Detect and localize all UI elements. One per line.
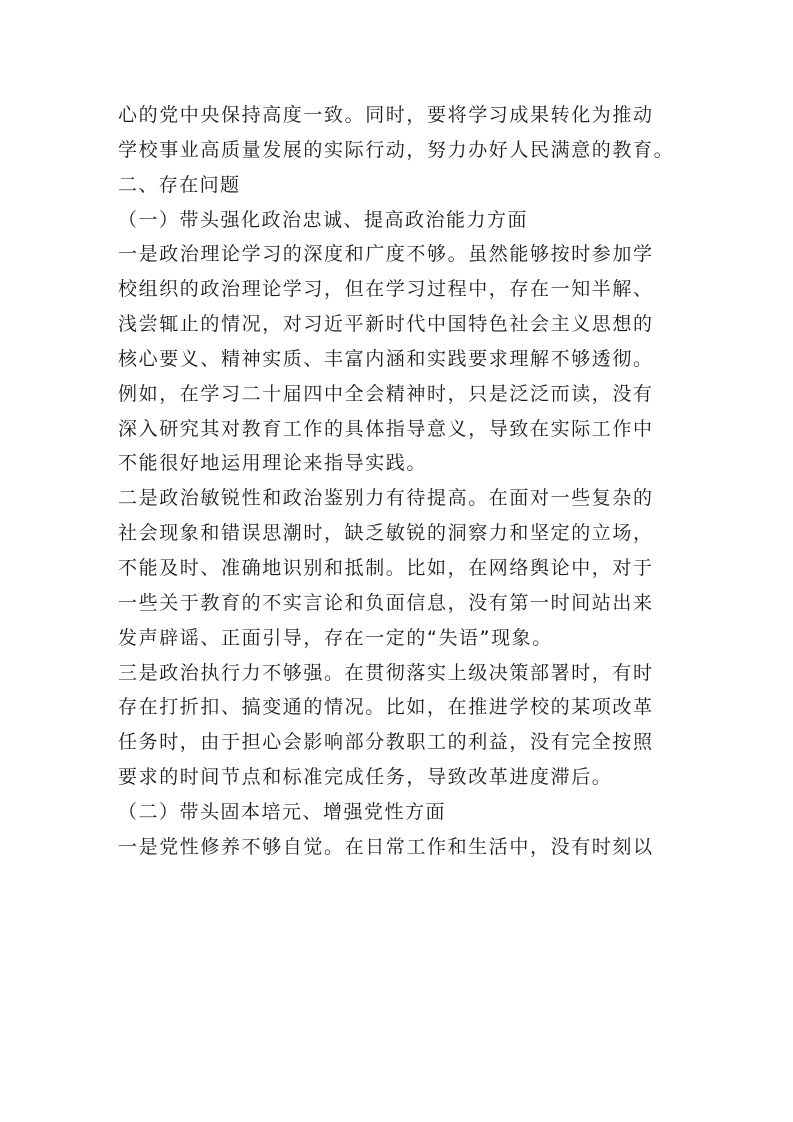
paragraph-line: 核心要义、精神实质、丰富内涵和实践要求理解不够透彻。	[118, 347, 654, 370]
subsection-heading-party-spirit: （二）带头固本培元、增强党性方面	[118, 800, 447, 823]
paragraph-line: 任务时，由于担心会影响部分教职工的利益，没有完全按照	[118, 731, 654, 754]
paragraph-line: 三是政治执行力不够强。在贯彻落实上级决策部署时，有时	[118, 661, 654, 684]
paragraph-line: 存在打折扣、搞变通的情况。比如，在推进学校的某项改革	[118, 696, 654, 719]
paragraph-line: 一是政治理论学习的深度和广度不够。虽然能够按时参加学	[118, 243, 654, 266]
paragraph-line: 例如，在学习二十届四中全会精神时，只是泛泛而读，没有	[118, 382, 654, 405]
paragraph-line-continuation: 学校事业高质量发展的实际行动，努力办好人民满意的教育。	[118, 138, 675, 161]
paragraph-line: 发声辟谣、正面引导，存在一定的“失语”现象。	[118, 626, 553, 649]
paragraph-line: 校组织的政治理论学习，但在学习过程中，存在一知半解、	[118, 278, 654, 301]
paragraph-line: 不能及时、准确地识别和抵制。比如，在网络舆论中，对于	[118, 556, 654, 579]
document-body	[118, 98, 693, 865]
paragraph-line: 不能很好地运用理论来指导实践。	[118, 452, 428, 475]
paragraph-line: 一是党性修养不够自觉。在日常工作和生活中，没有时刻以	[118, 835, 654, 858]
paragraph-line: 要求的时间节点和标准完成任务，导致改革进度滞后。	[118, 766, 613, 789]
paragraph-line: 深入研究其对教育工作的具体指导意义，导致在实际工作中	[118, 417, 654, 440]
paragraph-line: 社会现象和错误思潮时，缺乏敏锐的洞察力和坚定的立场，	[118, 522, 654, 545]
paragraph-line-continuation: 心的党中央保持高度一致。同时，要将学习成果转化为推动	[118, 104, 654, 126]
paragraph-line: 二是政治敏锐性和政治鉴别力有待提高。在面对一些复杂的	[118, 487, 654, 510]
subsection-heading-political-loyalty: （一）带头强化政治忠诚、提高政治能力方面	[118, 208, 529, 231]
section-heading-problems: 二、存在问题	[118, 173, 241, 196]
paragraph-line: 浅尝辄止的情况，对习近平新时代中国特色社会主义思想的	[118, 313, 654, 336]
paragraph-line: 一些关于教育的不实言论和负面信息，没有第一时间站出来	[118, 591, 654, 614]
